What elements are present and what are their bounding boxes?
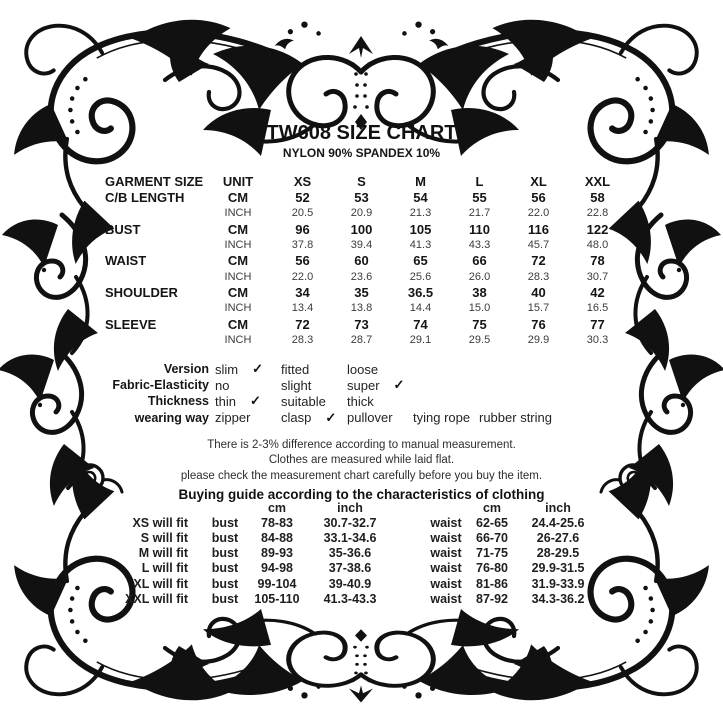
cm-value: 36.5 xyxy=(407,284,434,300)
unit-cm-label: CM xyxy=(227,253,249,269)
fit-size-label: S will fit xyxy=(140,530,188,545)
measurement-label: SLEEVE xyxy=(105,316,157,332)
empty-cell xyxy=(120,500,202,515)
characteristic-option xyxy=(347,362,413,377)
note-line-3: please check the measurement chart carefully before you buy the item. xyxy=(180,469,543,482)
characteristic-option xyxy=(347,377,413,393)
chart-header xyxy=(0,122,723,160)
empty-cell xyxy=(105,269,203,285)
characteristic-option xyxy=(281,378,347,393)
bust-inch-range: 39-40.9 xyxy=(328,576,372,591)
inch-value: 13.4 xyxy=(291,302,314,315)
cm-value: 72 xyxy=(531,253,546,269)
cm-value: 40 xyxy=(531,284,546,300)
waist-inch-range: 29.9-31.5 xyxy=(531,561,585,576)
fit-size-label: XXL will fit xyxy=(125,591,188,606)
option-label: clasp xyxy=(281,410,312,426)
waist-cm-range: 62-65 xyxy=(476,515,508,530)
empty-cell xyxy=(394,591,424,606)
option-label: suitable xyxy=(281,393,326,409)
cm-value: 73 xyxy=(354,316,369,332)
column-header: XS xyxy=(293,174,312,190)
bust-label: bust xyxy=(211,530,239,545)
inch-value: 28.3 xyxy=(291,333,314,346)
inch-value: 28.3 xyxy=(527,270,550,283)
waist-inch-range: 26-27.6 xyxy=(536,530,580,545)
bust-inch-range: 30.7-32.7 xyxy=(323,515,377,530)
waist-inch-range: 34.3-36.2 xyxy=(531,591,585,606)
column-header: XXL xyxy=(584,174,611,190)
check-mark-icon: ✓ xyxy=(393,377,405,393)
waist-cm-range: 66-70 xyxy=(476,530,508,545)
waist-inch-range: 24.4-25.6 xyxy=(531,515,585,530)
cm-value: 55 xyxy=(472,190,487,206)
unit-cm-label: CM xyxy=(227,284,249,300)
bust-cm-range: 94-98 xyxy=(261,561,293,576)
cm-value: 100 xyxy=(350,221,373,237)
option-label: rubber string xyxy=(479,410,552,426)
option-label: loose xyxy=(347,361,379,377)
measurement-label: SHOULDER xyxy=(105,284,178,300)
unit-inch-label: INCH xyxy=(224,270,252,283)
column-header: S xyxy=(357,174,366,190)
fit-size-label: XS will fit xyxy=(132,515,188,530)
characteristic-option xyxy=(215,393,281,409)
unit-inch-label: INCH xyxy=(224,302,252,315)
bust-inch-range: 41.3-43.3 xyxy=(323,591,377,606)
option-label: thick xyxy=(347,393,374,409)
inch-value: 20.9 xyxy=(350,207,373,220)
inch-value: 37.8 xyxy=(291,239,314,252)
unit-cm-label: CM xyxy=(227,316,249,332)
cm-value: 116 xyxy=(528,221,549,237)
characteristic-option xyxy=(215,410,281,425)
characteristic-option xyxy=(215,378,281,393)
cm-value: 42 xyxy=(590,284,605,300)
check-mark-icon: ✓ xyxy=(252,361,264,377)
check-mark-icon: ✓ xyxy=(325,409,337,425)
waist-label: waist xyxy=(430,576,462,591)
fabric-composition: NYLON 90% SPANDEX 10% xyxy=(282,146,441,160)
waist-inch-range: 31.9-33.9 xyxy=(531,576,585,591)
option-label: fitted xyxy=(281,361,310,377)
inch-value: 15.7 xyxy=(527,302,550,315)
characteristic-row xyxy=(45,410,552,426)
cm-value: 58 xyxy=(590,190,605,206)
cm-value: 75 xyxy=(472,316,487,332)
waist-cm-range: 71-75 xyxy=(476,546,508,561)
inch-value: 14.4 xyxy=(409,302,432,315)
inch-value: 48.0 xyxy=(586,239,609,252)
inch-value: 30.7 xyxy=(586,270,609,283)
waist-label: waist xyxy=(430,515,462,530)
inch-value: 29.1 xyxy=(409,333,432,346)
characteristic-option xyxy=(281,394,347,409)
cm-value: 60 xyxy=(354,253,369,269)
bust-cm-range: 99-104 xyxy=(257,576,297,591)
option-label: super xyxy=(347,377,380,393)
characteristic-row xyxy=(45,361,552,377)
cm-value: 54 xyxy=(413,190,428,206)
bust-cm-range: 105-110 xyxy=(254,591,300,606)
unit-inch-label: INCH xyxy=(224,239,252,252)
fit-col-header-cm: cm xyxy=(482,500,502,515)
option-label: pullover xyxy=(347,410,393,426)
cm-value: 76 xyxy=(531,316,546,332)
characteristic-label: Version xyxy=(163,362,209,377)
waist-inch-range: 28-29.5 xyxy=(536,546,580,561)
empty-cell xyxy=(105,206,203,222)
cm-value: 77 xyxy=(590,316,605,332)
inch-value: 22.8 xyxy=(586,207,609,220)
characteristic-row xyxy=(45,393,552,409)
inch-value: 45.7 xyxy=(527,239,550,252)
cm-value: 122 xyxy=(586,221,609,237)
fit-size-label: XL will fit xyxy=(133,576,188,591)
measurement-label: BUST xyxy=(105,221,141,237)
inch-value: 22.0 xyxy=(291,270,314,283)
bust-label: bust xyxy=(211,561,239,576)
cm-value: 105 xyxy=(409,221,432,237)
buying-guide-heading: Buying guide according to the characteristics of clothing xyxy=(178,487,545,503)
waist-label: waist xyxy=(430,546,462,561)
inch-value: 29.9 xyxy=(527,333,550,346)
option-label: thin xyxy=(215,393,236,409)
waist-cm-range: 81-86 xyxy=(476,576,508,591)
empty-cell xyxy=(394,546,424,561)
bust-label: bust xyxy=(211,546,239,561)
cm-value: 34 xyxy=(295,284,310,300)
measurement-notes xyxy=(0,438,723,502)
option-label: slim xyxy=(215,361,239,377)
empty-cell xyxy=(394,500,424,515)
waist-cm-range: 87-92 xyxy=(476,591,508,606)
inch-value: 30.3 xyxy=(586,333,609,346)
inch-value: 23.6 xyxy=(350,270,373,283)
inch-value: 41.3 xyxy=(409,239,432,252)
inch-value: 25.6 xyxy=(409,270,432,283)
cm-value: 56 xyxy=(531,190,546,206)
characteristic-option xyxy=(347,410,413,425)
check-mark-icon: ✓ xyxy=(249,393,261,409)
unit-cm-label: CM xyxy=(227,190,249,206)
cm-value: 65 xyxy=(413,253,428,269)
cm-value: 35 xyxy=(354,284,369,300)
inch-value: 16.5 xyxy=(586,302,609,315)
cm-value: 38 xyxy=(472,284,487,300)
characteristic-label: wearing way xyxy=(134,410,209,425)
inch-value: 15.0 xyxy=(468,302,491,315)
cm-value: 53 xyxy=(354,190,369,206)
option-label: zipper xyxy=(215,410,251,426)
fit-col-header-inch: inch xyxy=(545,500,571,515)
characteristic-option xyxy=(347,394,413,409)
inch-value: 43.3 xyxy=(468,239,491,252)
characteristic-row xyxy=(45,377,552,393)
inch-value: 22.0 xyxy=(527,207,550,220)
bust-cm-range: 89-93 xyxy=(261,546,293,561)
column-header: XL xyxy=(530,174,547,190)
garment-size-table xyxy=(105,174,627,348)
characteristic-option xyxy=(215,361,281,377)
cm-value: 66 xyxy=(472,253,487,269)
empty-cell xyxy=(394,530,424,545)
cm-value: 110 xyxy=(469,221,490,237)
empty-cell xyxy=(424,500,468,515)
characteristic-label: Fabric-Elasticity xyxy=(112,378,209,393)
unit-inch-label: INCH xyxy=(224,207,252,220)
option-label: slight xyxy=(281,377,312,393)
option-label: no xyxy=(215,377,230,393)
bust-label: bust xyxy=(211,591,239,606)
inch-value: 26.0 xyxy=(468,270,491,283)
option-label: tying rope xyxy=(413,410,471,426)
empty-cell xyxy=(105,332,203,348)
cm-value: 96 xyxy=(295,221,310,237)
characteristic-label: Thickness xyxy=(147,394,209,409)
bust-label: bust xyxy=(211,515,239,530)
characteristic-option xyxy=(413,410,479,425)
measurement-label: WAIST xyxy=(105,253,147,269)
fit-size-label: M will fit xyxy=(138,546,188,561)
characteristic-option xyxy=(281,362,347,377)
empty-cell xyxy=(394,561,424,576)
measurement-label: C/B LENGTH xyxy=(105,190,185,206)
unit-cm-label: CM xyxy=(227,221,249,237)
page-title: TW608 SIZE CHART xyxy=(266,122,457,144)
waist-label: waist xyxy=(430,591,462,606)
cm-value: 72 xyxy=(295,316,310,332)
waist-label: waist xyxy=(430,530,462,545)
column-header-garment-size: GARMENT SIZE xyxy=(105,174,204,190)
cm-value: 52 xyxy=(295,190,310,206)
buying-guide-fit-table xyxy=(120,500,600,606)
characteristic-option xyxy=(479,410,552,425)
fit-col-header-inch: inch xyxy=(337,500,363,515)
empty-cell xyxy=(202,500,248,515)
cm-value: 74 xyxy=(413,316,428,332)
cm-value: 56 xyxy=(295,253,310,269)
empty-cell xyxy=(105,300,203,316)
inch-value: 21.3 xyxy=(409,207,432,220)
waist-label: waist xyxy=(430,561,462,576)
unit-inch-label: INCH xyxy=(224,333,252,346)
note-line-1: There is 2-3% difference according to manual measurement. xyxy=(207,439,516,451)
empty-cell xyxy=(105,237,203,253)
empty-cell xyxy=(394,576,424,591)
bust-label: bust xyxy=(211,576,239,591)
inch-value: 20.5 xyxy=(291,207,314,220)
inch-value: 13.8 xyxy=(350,302,373,315)
inch-value: 29.5 xyxy=(468,333,491,346)
fit-size-label: L will fit xyxy=(141,561,188,576)
empty-cell xyxy=(394,515,424,530)
cm-value: 78 xyxy=(590,253,605,269)
column-header: M xyxy=(415,174,426,190)
characteristics-section xyxy=(45,361,552,426)
bust-inch-range: 33.1-34.6 xyxy=(323,530,377,545)
inch-value: 39.4 xyxy=(350,239,373,252)
column-header: UNIT xyxy=(222,174,254,190)
inch-value: 21.7 xyxy=(468,207,491,220)
bust-inch-range: 35-36.6 xyxy=(328,546,372,561)
fit-col-header-cm: cm xyxy=(267,500,287,515)
characteristic-option xyxy=(281,410,347,426)
bust-inch-range: 37-38.6 xyxy=(328,561,372,576)
bust-cm-range: 84-88 xyxy=(261,530,293,545)
waist-cm-range: 76-80 xyxy=(476,561,508,576)
note-line-2: Clothes are measured while laid flat. xyxy=(268,454,455,467)
inch-value: 28.7 xyxy=(350,333,373,346)
column-header: L xyxy=(475,174,484,190)
bust-cm-range: 78-83 xyxy=(261,515,293,530)
